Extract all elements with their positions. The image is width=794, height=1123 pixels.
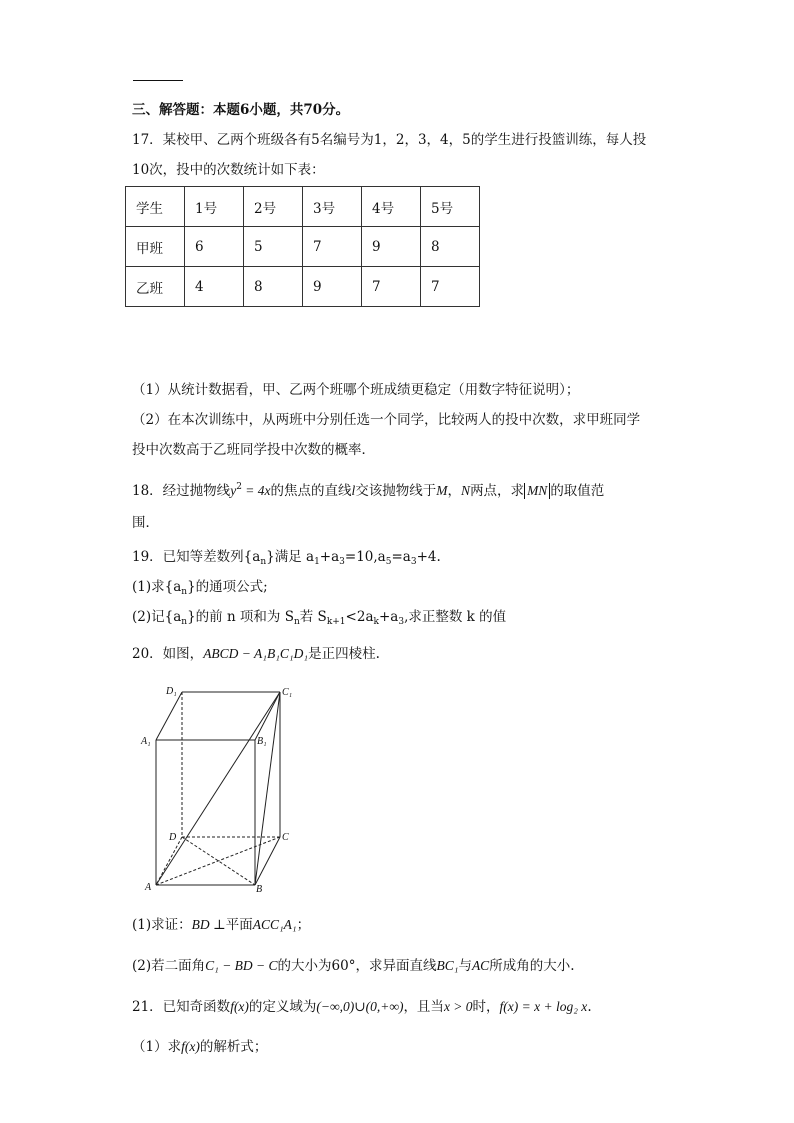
table-header-cell: 学生: [126, 187, 185, 227]
table-cell: 甲班: [126, 227, 185, 267]
q21-text: 21．已知奇函数: [132, 999, 231, 1015]
label-b1: B₁: [257, 736, 267, 747]
q19-sub: n: [181, 617, 188, 627]
q20-line-1: [132, 645, 380, 663]
q19-text: 19．已知等差数列{a: [132, 549, 261, 565]
q21-text: 的解析式；: [199, 1039, 268, 1055]
q19-text: +a: [378, 609, 399, 625]
q19-part-1: [132, 578, 268, 601]
diagonal-ac-hidden: [156, 837, 280, 885]
segment-ac1: [156, 692, 280, 885]
table-cell: 7: [303, 227, 362, 267]
q18-abs-mn: MN: [524, 483, 550, 499]
q18-line-1: [132, 478, 604, 500]
q17-line-2: 10次，投中的次数统计如下表：: [132, 162, 325, 178]
q20-part-2: [132, 957, 575, 975]
q19-text: +4.: [416, 549, 441, 565]
q20-text: 的大小为: [277, 958, 332, 974]
q19-text: 若 S: [299, 609, 327, 625]
q20-math: ACC₁A₁: [252, 917, 297, 932]
q19-part-2: [132, 608, 506, 631]
q21-line-1: [132, 998, 592, 1016]
q19-text: <2a: [345, 609, 374, 625]
q19-sub: 3: [410, 557, 417, 567]
q18-eq-rest: = 4x: [241, 483, 271, 498]
q19-text: }的通项公式;: [187, 579, 268, 595]
q19-text: ,求正整数 k 的值: [404, 609, 507, 625]
q19-sub: k: [373, 617, 379, 627]
q20-math: BC₁: [436, 958, 459, 973]
q19-text: (2)记{a: [132, 609, 182, 625]
q20-prism-name: ABCD − A₁B₁C₁D₁: [203, 646, 309, 661]
table-header-cell: 5号: [421, 187, 480, 227]
table-cell: 7: [362, 267, 421, 307]
q19-text: =10,a: [344, 549, 386, 565]
table-row: [126, 267, 480, 307]
table-cell: 8: [421, 227, 480, 267]
edge-da-hidden: [156, 837, 182, 885]
table-header-cell: 1号: [185, 187, 244, 227]
label-c1: C₁: [282, 687, 293, 698]
q21-text: 的定义域为: [248, 999, 317, 1015]
q20-text: 所成角的大小.: [489, 958, 575, 974]
q19-sub: k+1: [326, 617, 346, 627]
q19-sub: 3: [398, 617, 405, 627]
label-d: D: [169, 832, 177, 843]
q18-point-m: M: [436, 483, 448, 498]
q18-middle-3: 两点，求: [470, 483, 525, 499]
q21-math: x > 0: [443, 999, 473, 1014]
edge-c1b1: [255, 692, 280, 740]
q19-text: +a: [319, 549, 340, 565]
q20-math: C₁ − BD − C: [205, 958, 278, 973]
q17-part-2-line-2: 投中次数高于乙班同学投中次数的概率．: [132, 442, 375, 458]
segment-bc1: [255, 692, 280, 885]
q21-text: （1）求: [132, 1039, 182, 1055]
table-cell: 9: [303, 267, 362, 307]
table-cell: 5: [244, 227, 303, 267]
label-a1: A₁: [141, 736, 151, 747]
q21-math: (−∞,0)∪(0,+∞): [316, 999, 404, 1014]
q20-text: ，求异面直线: [355, 958, 437, 974]
q21-text: 时，: [472, 999, 500, 1015]
label-b: B: [256, 884, 263, 895]
section-header: 三、解答题：本题6小题，共70分。: [132, 102, 350, 118]
q20-text: (2)若二面角: [132, 958, 206, 974]
q19-text: =a: [391, 549, 411, 565]
q19-sub: 5: [385, 557, 392, 567]
q17-part-1: （1）从统计数据看，甲、乙两个班哪个班成绩更稳定（用数字特征说明）；: [132, 382, 580, 398]
q17-score-table: [125, 186, 480, 307]
q18-line-2: 围．: [132, 515, 159, 531]
q21-text: .: [587, 999, 592, 1015]
q21-math: f(x): [230, 999, 249, 1014]
q20-angle: 60°: [331, 958, 356, 974]
table-cell: 4: [185, 267, 244, 307]
q20-math: AC: [471, 958, 490, 973]
q17-line-1: 17．某校甲、乙两个班级各有5名编号为1，2，3，4，5的学生进行投篮训练，每人投: [132, 132, 647, 148]
q18-prefix: 18．经过抛物线: [132, 483, 231, 499]
q19-sub: 1: [314, 557, 320, 567]
q20-text: 是正四棱柱.: [308, 646, 380, 662]
q21-math: f(x) = x + log₂ x: [499, 999, 588, 1014]
table-cell: 8: [244, 267, 303, 307]
q18-eq-y: y: [230, 483, 237, 498]
q19-sub: n: [293, 617, 300, 627]
answer-blank-line: [133, 80, 183, 81]
table-header-cell: 4号: [362, 187, 421, 227]
q18-middle: 的焦点的直线: [270, 483, 352, 499]
table-header-row: [126, 187, 480, 227]
q20-text: (1)求证：: [132, 917, 192, 933]
q20-prism-figure: [140, 682, 300, 897]
table-header-cell: 3号: [303, 187, 362, 227]
q21-text: ，且当: [403, 999, 444, 1015]
label-d1: D₁: [166, 686, 177, 697]
q18-middle-2: 交该抛物线于: [355, 483, 437, 499]
q18-comma: ，: [447, 483, 462, 499]
q19-text: }的前 n 项和为 S: [187, 609, 294, 625]
table-cell: 9: [362, 227, 421, 267]
q19-sub: n: [181, 587, 188, 597]
table-cell: 7: [421, 267, 480, 307]
table-header-cell: 2号: [244, 187, 303, 227]
table-row: [126, 227, 480, 267]
q19-sub: n: [260, 557, 267, 567]
q19-sub: 3: [339, 557, 345, 567]
edge-bc: [255, 837, 280, 885]
q19-line-1: [132, 548, 441, 571]
q20-part-1: [132, 916, 310, 934]
q18-line-l: l: [351, 483, 356, 498]
q20-text: ；: [296, 917, 311, 933]
label-c: C: [282, 832, 289, 843]
q20-text: 与: [458, 958, 472, 974]
q18-suffix: 的取值范: [550, 483, 605, 499]
q18-point-n: N: [461, 483, 471, 498]
q21-part-1: [132, 1038, 267, 1056]
q19-text: (1)求{a: [132, 579, 182, 595]
q20-text: 平面: [225, 917, 253, 933]
label-a: A: [145, 882, 152, 893]
q18-eq-exponent: 2: [236, 482, 242, 492]
q20-text: 20．如图，: [132, 646, 204, 662]
table-cell: 6: [185, 227, 244, 267]
table-cell: 乙班: [126, 267, 185, 307]
q17-part-2-line-1: （2）在本次训练中，从两班中分别任选一个同学，比较两人的投中次数，求甲班同学: [132, 412, 641, 428]
edge-d1a1: [156, 692, 182, 740]
q19-text: }满足 a: [266, 549, 315, 565]
q21-math: f(x): [181, 1039, 200, 1054]
q20-math: BD ⊥: [191, 917, 226, 932]
